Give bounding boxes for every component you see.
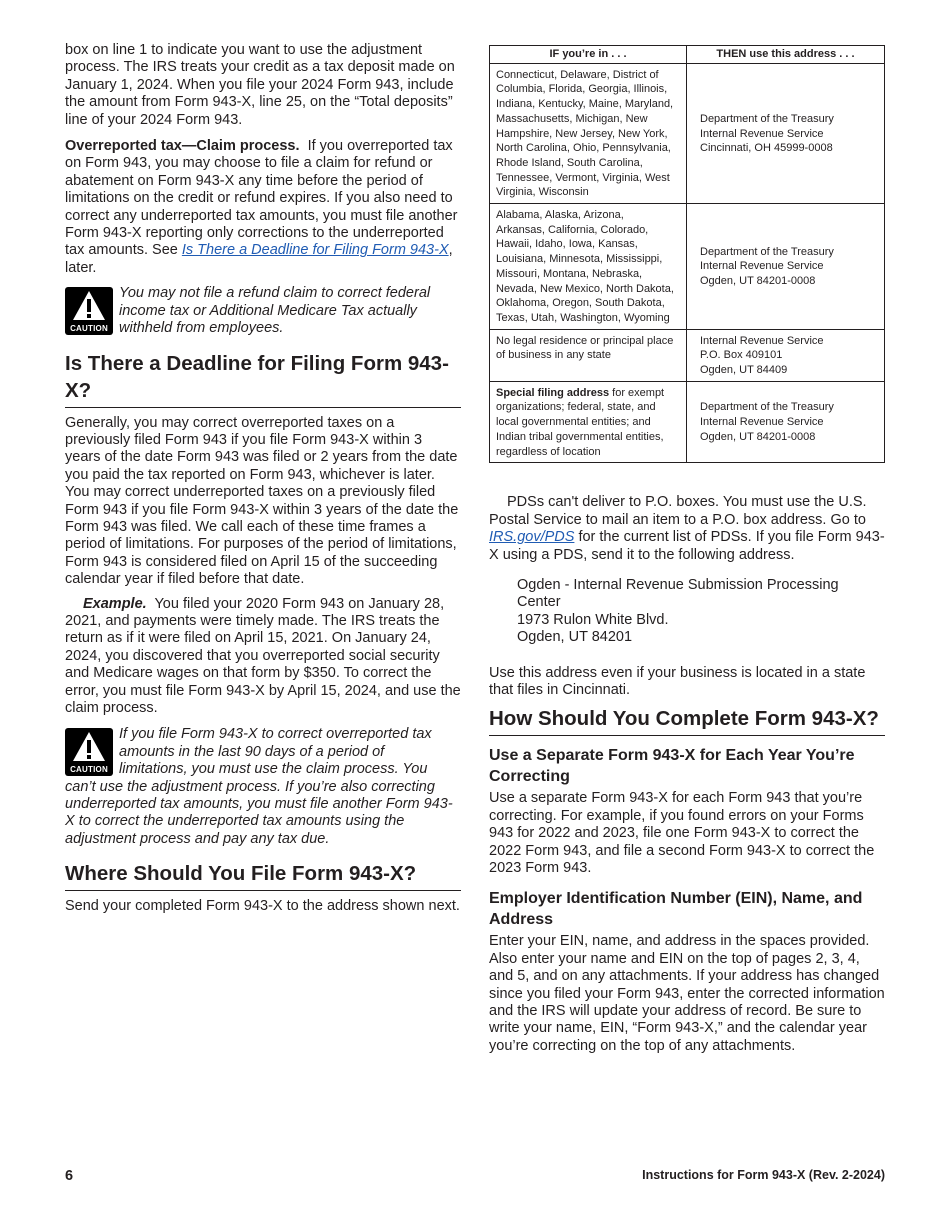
- caution-line: amounts in the last 90 days of a period of: [119, 743, 385, 760]
- state-line: Virginia, Wisconsin: [496, 186, 589, 199]
- caution-line: income tax or Additional Medicare Tax actually: [119, 302, 417, 319]
- subheading-ein: Employer Identification Number (EIN), Name, and Address: [489, 890, 863, 928]
- state-line: Indiana, Kentucky, Maine, Maryland,: [496, 98, 674, 111]
- paragraph-separate-form: Use a separate Form 943-X for each Form 943 that you’re correcting. For example, if you found errors on your Forms 943 for 2022 and 2023, file one Form 943-X to correct the 2022 Form 943, and file a second Form 943-X to correct the 2023 Form 943.: [489, 790, 875, 876]
- pds-address-block: [489, 577, 885, 647]
- caution-text-refund: [65, 285, 461, 337]
- run-in-heading-claim-process: Overreported tax—Claim process.: [65, 138, 300, 155]
- claim-process-after: , later.: [65, 242, 453, 276]
- heading-deadline: Is There a Deadline for Filing Form 943-X?: [65, 350, 461, 408]
- pds-address-line: Center: [517, 594, 561, 611]
- paragraph-ein: Enter your EIN, name, and address in the spaces provided. Also enter your name and EIN on the top of pages 2, 3, 4, and 5, and on any attachments. If your address has changed since you filed your Form 943, enter the corrected information and the IRS will update your address of record. Be sure to write your name, EIN, “Form 943-X,” and the calendar year you’re correcting on the top of any attachments.: [489, 933, 885, 1054]
- paragraph-adjustment-continued: box on line 1 to indicate you want to use the adjustment process. The IRS treats your credit as a tax deposit made on January 1, 2024. When you file your 2024 Form 943, include the amount from Form 943-X, line 25, on the “Total deposits” line of your 2024 Form 943.: [65, 42, 455, 128]
- right-column: [489, 45, 885, 1055]
- state-line: North Carolina, Ohio, Pennsylvania,: [496, 142, 671, 155]
- form-reference: Instructions for Form 943-X (Rev. 2-2024): [642, 1168, 885, 1182]
- caution-line: limitations, you must use the claim process. You: [119, 761, 428, 778]
- table-cell-states: [490, 63, 687, 203]
- pds-text-after: for the current list of PDSs. If you file Form 943-X using a PDS, send it to the following address.: [489, 529, 885, 563]
- table-header-state: IF you’re in . . .: [490, 46, 687, 64]
- table-header-row: [490, 46, 885, 64]
- state-line: of business in any state: [496, 349, 611, 362]
- caution-label: CAUTION: [70, 324, 108, 334]
- table-cell-address: [687, 329, 885, 381]
- state-line: Arkansas, California, Colorado,: [496, 223, 649, 236]
- caution-rest: can’t use the adjustment process. If you’re also correcting underreported tax amounts, you must file another Form 943-X to correct the underreported tax amounts using the adjustment process and pay any tax due.: [65, 778, 453, 847]
- state-line: Missouri, Montana, Nebraska,: [496, 267, 643, 280]
- caution-icon: [65, 287, 113, 335]
- table-row: [490, 381, 885, 463]
- run-in-heading-example: Example.: [83, 595, 147, 612]
- state-line: local governmental entities; and: [496, 416, 651, 429]
- state-line: Hawaii, Idaho, Iowa, Kansas,: [496, 238, 638, 251]
- address-line: Department of the Treasury: [700, 245, 834, 258]
- page-number: 6: [65, 1168, 74, 1184]
- link-deadline-section[interactable]: Is There a Deadline for Filing Form 943-X: [181, 242, 449, 259]
- paragraph-where: Send your completed Form 943-X to the address shown next.: [65, 898, 460, 915]
- claim-process-text: If you overreported tax on Form 943, you may choose to file a claim for refund or abatement on Form 943-X any time before the period of limitations on the credit or refund expires. If you also need to correct any underreported tax amounts, you must file another Form 943-X reporting only corrections to the underreported tax amounts. See: [65, 138, 458, 259]
- paragraph-cincinnati: Use this address even if your business is located in a state that files in Cincinnati.: [489, 664, 866, 698]
- state-line: Massachusetts, Michigan, New: [496, 112, 648, 125]
- table-header-address: THEN use this address . . .: [687, 46, 885, 64]
- address-line: Ogden, UT 84409: [700, 364, 788, 377]
- caution-notice-claim: [65, 726, 461, 848]
- table-cell-address: [687, 63, 885, 203]
- address-line: Internal Revenue Service: [700, 127, 824, 140]
- address-line: Department of the Treasury: [700, 401, 834, 414]
- caution-notice-refund: [65, 285, 461, 337]
- address-line: Internal Revenue Service: [700, 334, 824, 347]
- state-line: regardless of location: [496, 445, 601, 458]
- pds-address-line: Ogden - Internal Revenue Submission Processing: [517, 576, 839, 593]
- state-line: Rhode Island, South Carolina,: [496, 156, 643, 169]
- link-irs-pds[interactable]: IRS.gov/PDS: [489, 529, 575, 546]
- table-cell-address: [687, 381, 885, 463]
- page-footer: [65, 1168, 885, 1186]
- address-line: Internal Revenue Service: [700, 416, 824, 429]
- pds-text-before: PDSs can't deliver to P.O. boxes. You must use the U.S. Postal Service to mail an item to a P.O. box address. Go to: [489, 494, 867, 528]
- address-line: Cincinnati, OH 45999-0008: [700, 142, 833, 155]
- heading-how-to-complete: How Should You Complete Form 943-X?: [489, 705, 885, 736]
- state-line: Louisiana, Minnesota, Mississippi,: [496, 253, 663, 266]
- state-line: Alabama, Alaska, Arizona,: [496, 209, 624, 222]
- state-line: Texas, Utah, Washington, Wyoming: [496, 311, 670, 324]
- state-line: No legal residence or principal place: [496, 334, 674, 347]
- state-line: Oklahoma, Oregon, South Dakota,: [496, 297, 665, 310]
- caution-icon: [65, 728, 113, 776]
- left-column: [65, 42, 461, 916]
- address-line: Ogden, UT 84201-0008: [700, 275, 816, 288]
- table-cell-address: [687, 204, 885, 330]
- state-line: Nevada, New Mexico, North Dakota,: [496, 282, 674, 295]
- caution-line: You may not file a refund claim to correct federal: [119, 285, 431, 302]
- address-line: Internal Revenue Service: [700, 260, 824, 273]
- heading-where-to-file: Where Should You File Form 943-X?: [65, 860, 461, 891]
- paragraph-pds: [489, 494, 885, 564]
- subheading-separate-form: Use a Separate Form 943-X for Each Year You’re Correcting: [489, 747, 855, 785]
- state-line: for exempt: [609, 386, 665, 399]
- address-line: Ogden, UT 84201-0008: [700, 430, 816, 443]
- table-cell-states: [490, 329, 687, 381]
- state-line: Indian tribal governmental entities,: [496, 430, 664, 443]
- paragraph-claim-process: [65, 138, 461, 277]
- pds-address-line: 1973 Rulon White Blvd.: [517, 611, 669, 628]
- caution-line: withheld from employees.: [119, 320, 284, 337]
- state-line: organizations; federal, state, and: [496, 401, 656, 414]
- caution-line: If you file Form 943-X to correct overreported tax: [119, 726, 432, 743]
- address-line: P.O. Box 409101: [700, 349, 783, 362]
- paragraph-example: [65, 596, 461, 718]
- address-line: Department of the Treasury: [700, 112, 834, 125]
- state-line: Columbia, Florida, Georgia, Illinois,: [496, 83, 668, 96]
- pds-address-line: Ogden, UT 84201: [517, 629, 633, 646]
- table-row: [490, 329, 885, 381]
- table-cell-states: [490, 381, 687, 463]
- table-cell-states: [490, 204, 687, 330]
- filing-address-table: [489, 45, 885, 463]
- paragraph-deadline: Generally, you may correct overreported taxes on a previously filed Form 943 if you file Form 943-X within 3 years of the date Form 943 was filed or 2 years from the date you paid the tax reported on Form 943, whichever is later. You may correct underreported taxes on a previously filed Form 943 if you file Form 943-X within 3 years of the date the Form 943 was filed. We call each of these time frames a period of limitations. For purposes of the period of limitations, Form 943 is considered filed on April 15 of the succeeding calendar year if filed before that date.: [65, 414, 459, 588]
- special-filing-label: Special filing address: [496, 386, 610, 399]
- example-text: You filed your 2020 Form 943 on January 28, 2021, and payments were timely made. The IRS treats the return as if it were filed on April 15, 2021. On January 24, 2024, you discovered that you overreported social security and Medicare wages on that form by $350. To correct the error, you must file Form 943-X by April 15, 2024, and use the claim process.: [65, 595, 461, 716]
- state-line: Hampshire, New Jersey, New York,: [496, 127, 668, 140]
- state-line: Connecticut, Delaware, District of: [496, 68, 659, 81]
- caution-label: CAUTION: [70, 765, 108, 775]
- table-row: [490, 63, 885, 203]
- state-line: Tennessee, Vermont, Virginia, West: [496, 171, 670, 184]
- table-row: [490, 204, 885, 330]
- caution-text-claim: [65, 726, 461, 848]
